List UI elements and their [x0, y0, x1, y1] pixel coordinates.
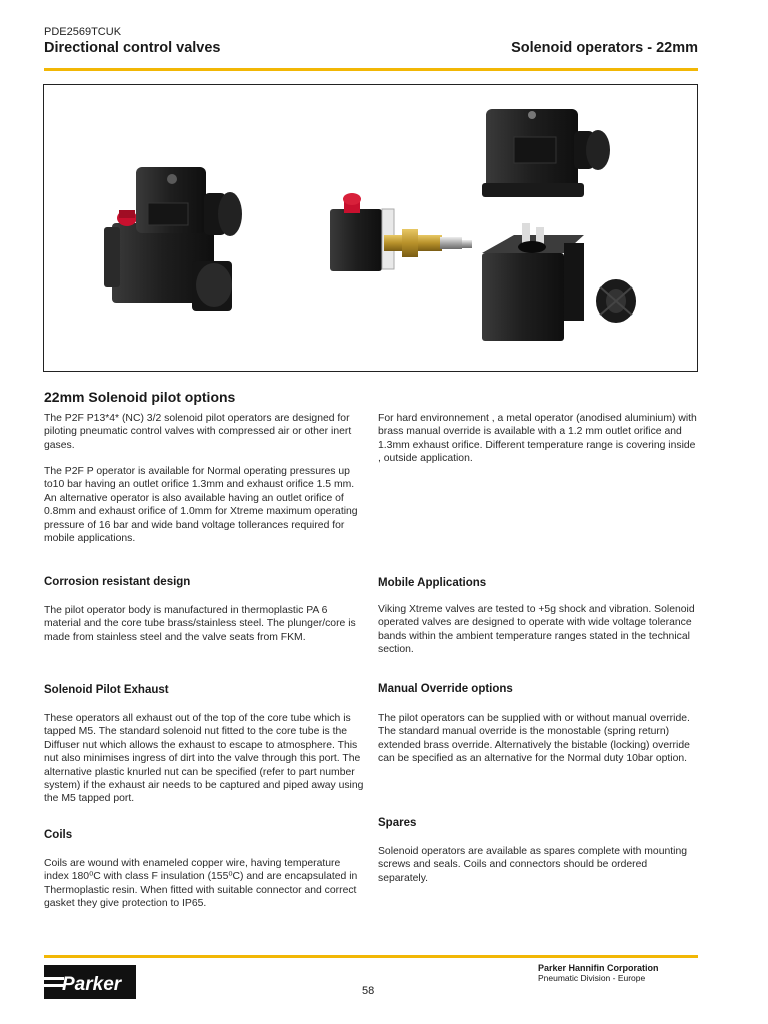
mobile-text: Viking Xtreme valves are tested to +5g shock and vibration. Solenoid operated valves are designed to operate with wide voltage tolerance bands within the ambient temperature ranges stated in the technical section. — [378, 604, 695, 656]
header-right-title: Solenoid operators - 22mm — [511, 40, 698, 56]
intro-paragraph-2: The P2F P operator is available for Normal operating pressures up to10 bar having an outlet orifice 1.3mm and exhaust orifice 1.5 mm. An alternative operator is also available having an outlet orifice of 0.8mm and exhaust orifice of 1.0mm for Xtreme maximum operating pressure of 16 bar and wide band voltage tollerances required for mobile applications. — [44, 466, 358, 545]
footer-corporation: Parker Hannifin Corporation — [538, 963, 659, 973]
parker-logo-icon — [44, 965, 136, 999]
knurled-nut-image — [596, 279, 636, 323]
footer-rule — [44, 955, 698, 958]
product-photo — [43, 84, 698, 372]
parker-logo-text: Parker — [62, 974, 122, 995]
spares-heading: Spares — [378, 817, 417, 829]
section-title: 22mm Solenoid pilot options — [44, 389, 236, 405]
corrosion-text: The pilot operator body is manufactured in thermoplastic PA 6 material and the core tube brass/stainless steel. The plunger/core is made from stainless steel and the valve seats from FKM. — [44, 605, 356, 643]
header-left-title: Directional control valves — [44, 40, 221, 56]
coil-image — [482, 223, 584, 341]
mobile-heading: Mobile Applications — [378, 577, 487, 589]
core-tube-operator-image — [330, 193, 472, 271]
connector-image — [482, 109, 610, 197]
header-rule — [44, 68, 698, 71]
intro-paragraph-3: For hard environnement , a metal operator (anodised aluminium) with brass manual override is available with a 1.2 mm outlet orifice and 1.3mm exhaust orifice. Different temperature range is covering inside , outside application. — [378, 413, 697, 465]
corrosion-heading: Corrosion resistant design — [44, 576, 191, 588]
intro-paragraph-1: The P2F P13*4* (NC) 3/2 solenoid pilot operators are designed for piloting pneumatic control valves with compressed air or other inert gases. — [44, 413, 352, 451]
override-text: The pilot operators can be supplied with or without manual override. The standard manual override is the monostable (spring return) extended brass override. Alternatively the bistable (locking) override can be specified as an alternative for the Normal duty 10bar option. — [378, 713, 690, 765]
coils-heading: Coils — [44, 829, 73, 841]
page-number: 58 — [362, 985, 375, 997]
footer-division: Pneumatic Division - Europe — [538, 973, 646, 983]
product-illustration — [44, 85, 698, 372]
spares-text: Solenoid operators are available as spares complete with mounting screws and seals. Coils and connectors should be ordered separately. — [378, 846, 688, 884]
document-code: PDE2569TCUK — [44, 26, 122, 38]
assembled-operator-image — [104, 167, 242, 311]
override-heading: Manual Override options — [378, 683, 513, 695]
coils-text: Coils are wound with enameled copper wire, having temperature index 180⁰C with class F insulation (155⁰C) and are encapsulated in Thermoplastic resin. When fitted with suitable connector and correct gasket they give protection to IP65. — [44, 858, 358, 910]
exhaust-heading: Solenoid Pilot Exhaust — [44, 684, 169, 696]
parker-logo — [44, 965, 136, 999]
exhaust-text: These operators all exhaust out of the top of the core tube which is tapped M5. The standard solenoid nut fitted to the core tube is the Diffuser nut which allows the exhaust to escape to atmosphere. This nut also minimises ingress of dirt into the valve through this port. The alternative plastic knurled nut can be specified (refer to part number system) if the exhaust air needs to be captured and piped away using the M5 tapped port. — [44, 713, 364, 805]
